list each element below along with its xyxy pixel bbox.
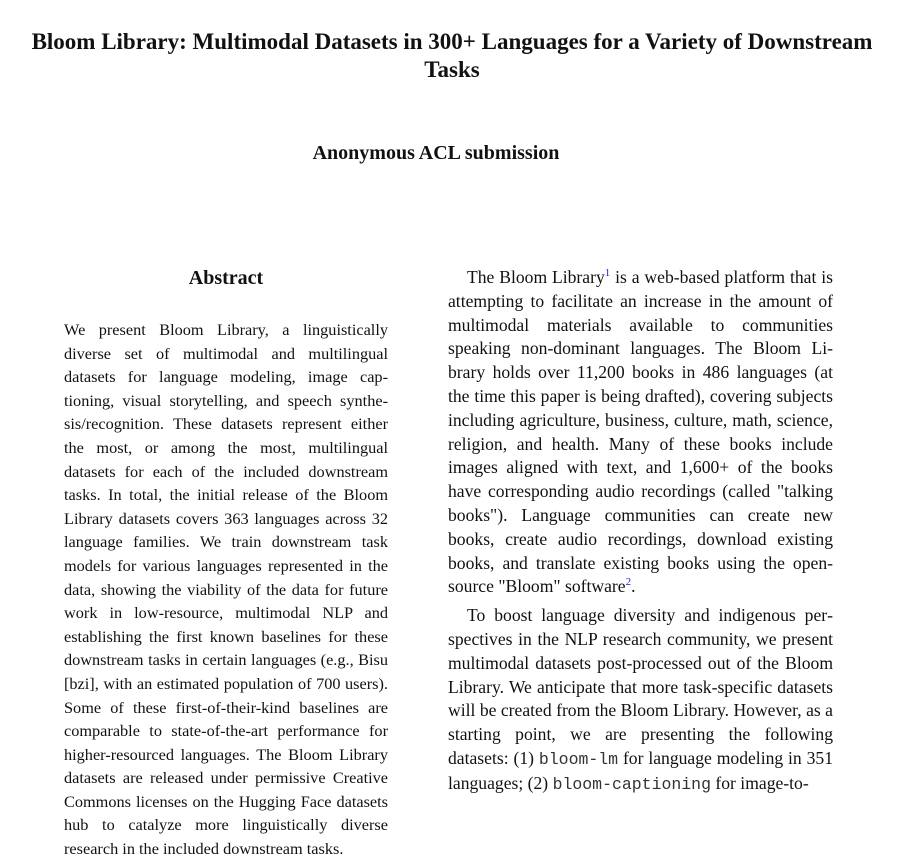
intro-paragraph-1	[448, 266, 833, 599]
abstract-heading: Abstract	[188, 267, 264, 289]
dataset-name-bloom-captioning: bloom-captioning	[552, 774, 711, 794]
intro-p2-body: To boost language diversity and indigenous perspectives in the NLP research community, we present multimodal datasets post-processed out of the Bloom Library. We anticipate that more task-specific datasets will be created from the Bloom Library. However, as a starting point, we are presenting the following datasets: (1)	[448, 605, 833, 768]
intro-p2-mid: for language modeling in 351 languages; (2)	[448, 747, 833, 793]
abstract-body: We present Bloom Library, a linguistically diverse set of multimodal and multilingual datasets for language modeling, image captioning, visual storytelling, and speech synthesis/recognition. These datasets represent either the most, or among the most, multilingual datasets for each of the included downstream tasks. In total, the initial release of the Bloom Library datasets covers 363 languages across 32 language families. We train downstream task models for various languages represented in the data, showing the viability of the data for future work in low-resource, multimodal NLP and establishing the first known baselines for these downstream tasks in certain languages (e.g., Bisu [bzi], with an estimated population of 700 users). Some of these first-of-their-kind baselines are comparable to state-of-the-art performance for higher-resourced languages. The Bloom Library datasets are released under permissive Creative Commons licenses on the Hugging Face datasets hub to catalyze more linguistically diverse research in the included downstream tasks.	[64, 320, 388, 859]
intro-p1-end: .	[631, 576, 636, 597]
dataset-name-bloom-lm: bloom-lm	[538, 749, 619, 769]
footnote-1-link[interactable]: 1	[604, 267, 611, 279]
intro-p1-lead: The Bloom Library	[467, 267, 605, 287]
footnote-2-link[interactable]: 2	[625, 576, 632, 589]
intro-p1-body: is a web-based platform that is attempting to facilitate an increase in the amount of multimodal materials available to communities speaking non-dominant languages. The Bloom Library holds over 11,200 books in 486 languages (at the time this paper is being drafted), covering subjects including agriculture, business, culture, math, science, religion, and health. Many of these books include images aligned with text, and 1,600+ of the books have corresponding audio recordings (called "talking books"). Language communities can create new books, create audio recordings, download existing books, and translate existing books using the open-source "Bloom" software	[448, 267, 833, 597]
introduction-column	[448, 266, 833, 797]
intro-paragraph-2	[448, 604, 833, 796]
paper-title: Bloom Library: Multimodal Datasets in 300+ Languages for a Variety of Downstream Tasks	[31, 29, 873, 82]
intro-p2-tail: for image-to-	[711, 772, 809, 793]
author-line: Anonymous ACL submission	[312, 142, 560, 164]
